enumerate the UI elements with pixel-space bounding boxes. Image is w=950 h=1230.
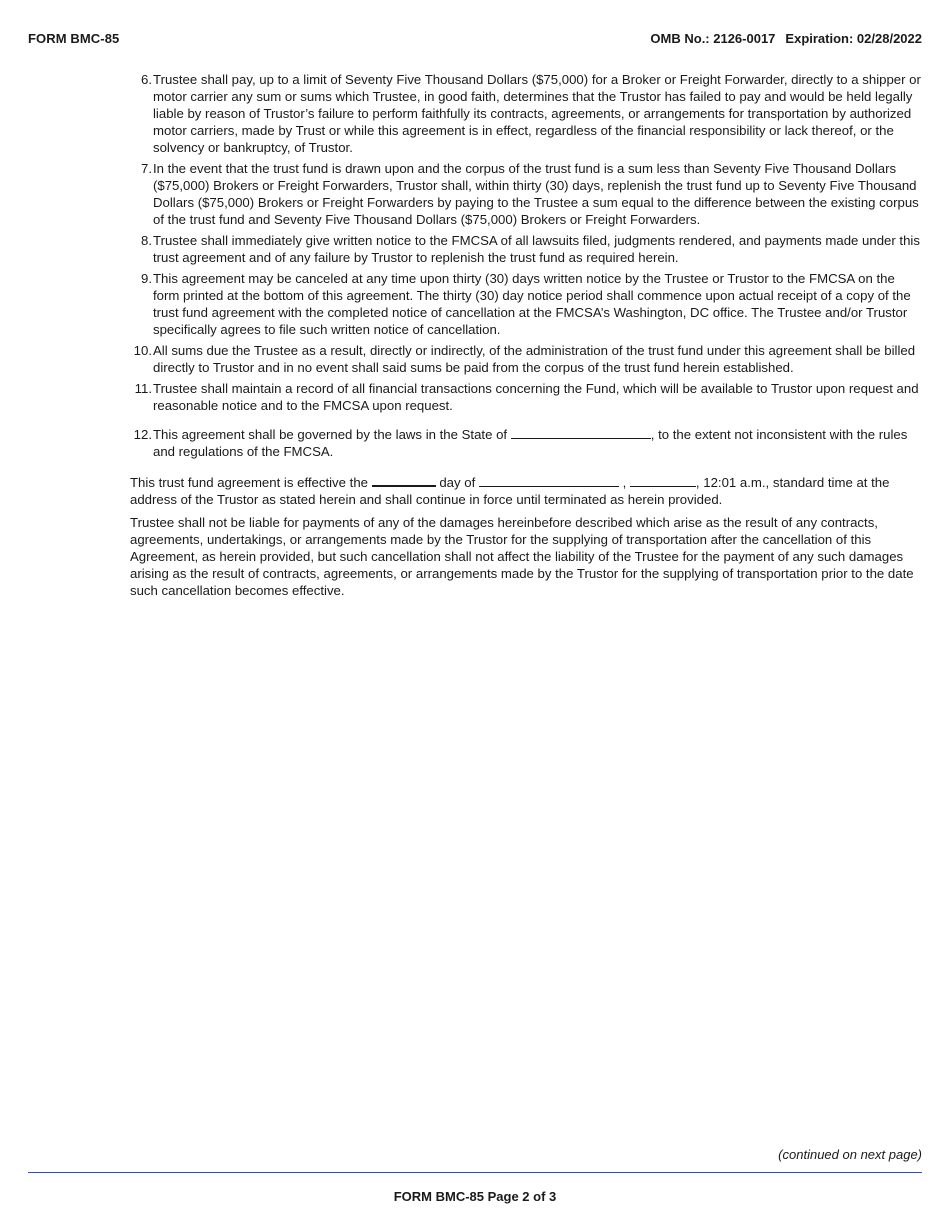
list-item <box>130 270 923 338</box>
effective-text-2: day of <box>435 475 479 490</box>
item-text: Trustee shall immediately give written notice to the FMCSA of all lawsuits filed, judgments rendered, and payments made under this trust agreement and of any failure by Trustor to replenish the trust fund as required herein. <box>153 233 920 265</box>
day-field[interactable] <box>372 473 436 487</box>
item12-text-before: This agreement shall be governed by the laws in the State of <box>153 427 511 442</box>
list-item <box>130 160 923 228</box>
item-text: All sums due the Trustee as a result, directly or indirectly, of the administration of the trust fund under this agreement shall be billed directly to Trustor and in no event shall said sums be paid from the corpus of the trust fund herein established. <box>153 343 916 375</box>
list-item <box>130 71 923 156</box>
liability-paragraph: Trustee shall not be liable for payments of any of the damages hereinbefore described which arise as the result of any contracts, agreements, undertakings, or arrangements made by the Trustor for the supplying of transportation after the cancellation of this Agreement, as herein provided, but such cancellation shall not affect the liability of the Trustee for the payment of any such damages arising as the result of contracts, agreements, or arrangements made by the Trustor for the supplying of transportation prior to the date such cancellation becomes effective. <box>130 515 914 598</box>
item-text: This agreement may be canceled at any time upon thirty (30) days written notice by the Trustee or Trustor to the FMCSA on the form printed at the bottom of this agreement. The thirty (30) day notice period shall commence upon actual receipt of a copy of the trust fund agreement with the completed notice of cancellation at the FMCSA’s Washington, DC office. The Trustee and/or Trustor specifically agrees to file such written notice of cancellation. <box>153 271 911 337</box>
item-text: In the event that the trust fund is drawn upon and the corpus of the trust fund is a sum less than Seventy Five Thousand Dollars ($75,000) Brokers or Freight Forwarders, Trustor shall, within thirty (30) days, replenish the trust fund up to Seventy Five Thousand Dollars ($75,000) Brokers or Freight Forwarders by paying to the Trustee a sum equal to the difference between the existing corpus of the trust fund and Seventy Five Thousand Dollars ($75,000) Brokers or Freight Forwarders. <box>153 161 919 227</box>
item-number: 6. <box>141 72 152 87</box>
expiration-date: Expiration: 02/28/2022 <box>785 31 922 46</box>
footer-divider <box>28 1172 922 1173</box>
list-item <box>130 380 923 414</box>
item-number: 11. <box>134 381 152 396</box>
item-number: 12. <box>133 427 152 442</box>
item-number: 9. <box>141 271 152 286</box>
document-body <box>130 71 923 599</box>
omb-number: OMB No.: 2126-0017 <box>650 31 776 46</box>
form-id: FORM BMC-85 <box>28 31 120 46</box>
continued-note: (continued on next page) <box>778 1147 922 1162</box>
page-footer: FORM BMC-85 Page 2 of 3 <box>393 1189 557 1204</box>
list-item <box>130 232 923 266</box>
effective-comma: , <box>618 475 630 490</box>
item-number: 8. <box>141 233 152 248</box>
list-item <box>130 342 923 376</box>
year-field[interactable] <box>630 474 696 487</box>
item12-text-after: , to the extent not inconsistent with the rules and regulations of the FMCSA. <box>153 427 908 459</box>
item-text <box>153 426 923 460</box>
effective-text-3: , 12:01 a.m., standard time at the address of the Trustor as stated herein and shall continue in force until terminated as herein provided. <box>130 475 890 507</box>
item-text: Trustee shall pay, up to a limit of Seventy Five Thousand Dollars ($75,000) for a Broker or Freight Forwarder, directly to a shipper or motor carrier any sum or sums which Trustee, in good faith, determines that the Trustor has failed to pay and would be held legally liable by reason of Trustor’s failure to perform faithfully its contracts, agreements, or arrangements for transportation by authorized motor carriers, made by Trust or while this agreement is in effect, regardless of the financial responsibility or lack thereof, or the solvency or bankruptcy, of Trustor. <box>153 72 921 155</box>
omb-header <box>650 31 922 46</box>
month-field[interactable] <box>479 474 619 487</box>
effective-paragraph <box>130 473 923 508</box>
item-number: 7. <box>141 161 152 176</box>
state-field[interactable] <box>511 426 651 439</box>
effective-text-1: This trust fund agreement is effective the <box>130 475 372 490</box>
item-text: Trustee shall maintain a record of all financial transactions concerning the Fund, which will be available to Trustor upon request and reasonable notice and to the FMCSA upon request. <box>153 381 919 413</box>
list-item <box>130 426 923 460</box>
item-number: 10. <box>133 343 152 358</box>
